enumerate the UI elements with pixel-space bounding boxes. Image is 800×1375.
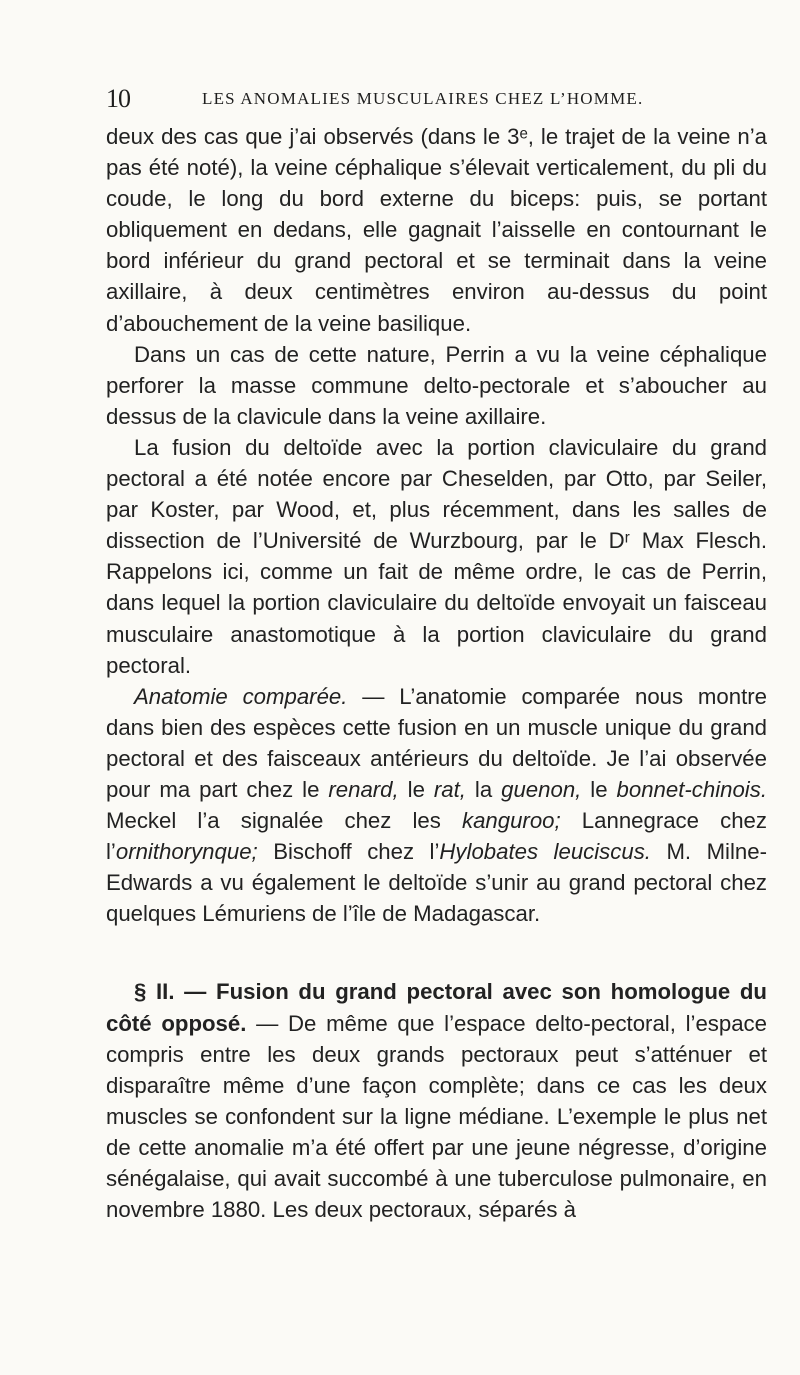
species-renard: renard, [328,776,399,802]
species-guenon: guenon, [501,776,582,802]
paragraph-4-text-7: Bischoff chez l’ [257,839,440,865]
paragraph-4-text-5: Meckel l’a signalée chez les [106,808,462,834]
species-kanguroo: kanguroo; [461,808,561,834]
page-number: 10 [106,84,130,113]
paragraph-4-text-2: le [398,776,434,802]
paragraph-4-text-6: Lannegrace chez l’ [106,808,767,865]
subsection-title: Anatomie comparée. [134,683,348,709]
body-text [106,121,767,1225]
paragraph-1: deux des cas que j’ai observés (dans le 3ᵉ, le trajet de la veine n’a pas été noté), la veine céphalique s’élevait verticalement, du pli du coude, le long du bord externe du biceps: puis, se portant obliquement en dedans, elle gagnait l’aisselle en contournant le bord inférieur du grand pectoral et se terminait dans la veine axillaire, à deux centimètres environ au-dessus du point d’abouchement de la veine basilique. [106,124,767,336]
species-ornithorynque: ornithorynque; [115,839,258,865]
paragraph-2: Dans un cas de cette nature, Perrin a vu la veine céphalique perforer la masse commune delto-pectorale et s’aboucher au dessus de la clavicule dans la veine axillaire. [106,341,767,429]
section-heading: § II. — Fusion du grand pectoral avec son homologue du côté opposé. [106,979,767,1036]
paragraph-4-text-3: la [465,776,502,802]
paragraph-3: La fusion du deltoïde avec la portion claviculaire du grand pectoral a été notée encore par Cheselden, par Otto, par Seiler, par Koster, par Wood, et, plus récemment, dans les salles de dissection de l’Université de Wurzbourg, par le Dʳ Max Flesch. Rappelons ici, comme un fait de même ordre, le cas de Perrin, dans lequel la portion claviculaire du deltoïde envoyait un faisceau musculaire anastomotique à la portion claviculaire du grand pectoral. [106,434,767,678]
running-head: LES ANOMALIES MUSCULAIRES CHEZ L’HOMME. [202,89,644,108]
section-text: — De même que l’espace delto-pectoral, l’espace compris entre les deux grands pectoraux peut s’atténuer et disparaître même d’une façon complète; dans ce cas les deux muscles se confondent sur la ligne médiane. L’exemple le plus net de cette anomalie m’a été offert par une jeune négresse, d’origine sénégalaise, qui avait succombé à une tuberculose pulmonaire, en novembre 1880. Les deux pectoraux, séparés à [106,1010,767,1223]
section-paragraph [106,976,767,1225]
page-header [106,84,716,114]
paragraph-4-text-1: — L’anatomie comparée nous montre dans bien des espèces cette fusion en un muscle unique du grand pectoral et des faisceaux antérieurs du deltoïde. Je l’ai observée pour ma part chez le [106,683,767,802]
paragraph-4-text-8: M. Milne-Edwards a vu également le deltoïde s’unir au grand pectoral chez quelques Lémuriens de l’île de Madagascar. [106,839,767,927]
species-hylobates: Hylobates leuciscus. [439,839,651,865]
paragraph-4 [106,681,767,930]
species-bonnet-chinois: bonnet-chinois. [616,776,767,802]
paragraph-4-text-4: le [581,776,617,802]
species-rat: rat, [433,776,466,802]
